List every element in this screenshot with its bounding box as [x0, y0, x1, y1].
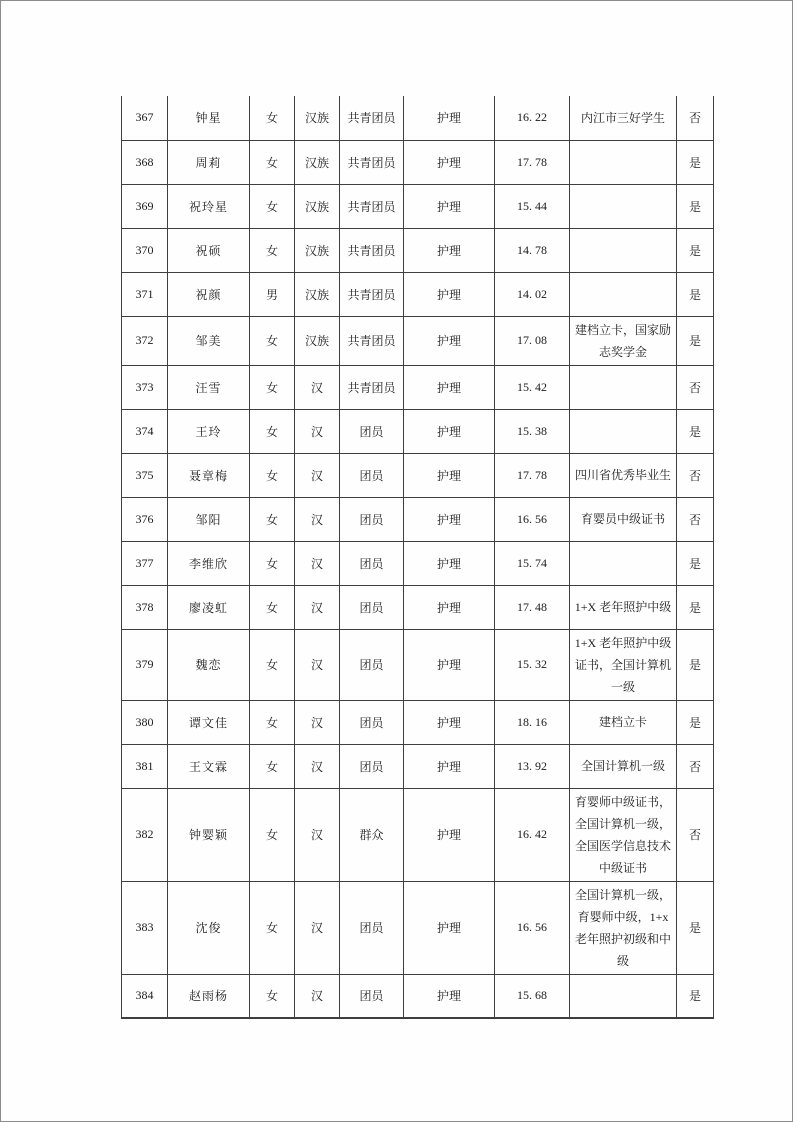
table-row	[122, 365, 714, 409]
cell-flag: 是	[677, 409, 714, 453]
cell-name: 汪雪	[168, 365, 250, 409]
cell-remark: 1+X 老年照护中级	[570, 585, 677, 629]
cell-political: 团员	[340, 881, 404, 974]
cell-major: 护理	[404, 96, 495, 140]
cell-political: 共青团员	[340, 365, 404, 409]
cell-remark	[570, 409, 677, 453]
cell-major: 护理	[404, 788, 495, 881]
cell-ethnicity: 汉	[295, 541, 340, 585]
table-row	[122, 272, 714, 316]
cell-flag: 是	[677, 585, 714, 629]
cell-remark	[570, 228, 677, 272]
table-row	[122, 316, 714, 365]
cell-major: 护理	[404, 409, 495, 453]
table-row	[122, 409, 714, 453]
cell-ethnicity: 汉	[295, 497, 340, 541]
cell-flag: 是	[677, 541, 714, 585]
cell-no: 374	[122, 409, 168, 453]
cell-flag: 是	[677, 228, 714, 272]
cell-no: 378	[122, 585, 168, 629]
table-row	[122, 184, 714, 228]
cell-name: 祝颜	[168, 272, 250, 316]
cell-name: 谭文佳	[168, 700, 250, 744]
cell-political: 团员	[340, 585, 404, 629]
cell-score: 16. 22	[495, 96, 570, 140]
cell-no: 371	[122, 272, 168, 316]
cell-name: 钟星	[168, 96, 250, 140]
cell-ethnicity: 汉族	[295, 316, 340, 365]
cell-remark	[570, 541, 677, 585]
cell-no: 381	[122, 744, 168, 788]
cell-gender: 女	[250, 788, 295, 881]
cell-remark: 全国计算机一级，育婴师中级，1+x 老年照护初级和中级	[570, 881, 677, 974]
cell-no: 379	[122, 629, 168, 700]
cell-remark: 1+X 老年照护中级证书，全国计算机一级	[570, 629, 677, 700]
cell-no: 373	[122, 365, 168, 409]
cell-no: 372	[122, 316, 168, 365]
cell-political: 共青团员	[340, 184, 404, 228]
cell-score: 15. 42	[495, 365, 570, 409]
cell-name: 祝硕	[168, 228, 250, 272]
cell-political: 团员	[340, 409, 404, 453]
cell-gender: 女	[250, 96, 295, 140]
cell-flag: 是	[677, 184, 714, 228]
cell-flag: 是	[677, 140, 714, 184]
cell-major: 护理	[404, 881, 495, 974]
cell-flag: 是	[677, 700, 714, 744]
cell-no: 384	[122, 974, 168, 1018]
cell-gender: 女	[250, 453, 295, 497]
table-row	[122, 228, 714, 272]
cell-score: 14. 78	[495, 228, 570, 272]
cell-political: 团员	[340, 453, 404, 497]
roster-body	[122, 96, 714, 1018]
cell-name: 祝玲星	[168, 184, 250, 228]
cell-major: 护理	[404, 629, 495, 700]
cell-ethnicity: 汉	[295, 629, 340, 700]
cell-ethnicity: 汉	[295, 700, 340, 744]
cell-major: 护理	[404, 744, 495, 788]
table-row	[122, 629, 714, 700]
cell-no: 369	[122, 184, 168, 228]
cell-remark	[570, 272, 677, 316]
table-row	[122, 140, 714, 184]
cell-gender: 女	[250, 744, 295, 788]
cell-ethnicity: 汉	[295, 453, 340, 497]
cell-political: 共青团员	[340, 96, 404, 140]
cell-remark: 四川省优秀毕业生	[570, 453, 677, 497]
cell-name: 钟婴颖	[168, 788, 250, 881]
cell-gender: 男	[250, 272, 295, 316]
cell-name: 廖凌虹	[168, 585, 250, 629]
cell-ethnicity: 汉	[295, 788, 340, 881]
cell-flag: 是	[677, 629, 714, 700]
cell-score: 15. 32	[495, 629, 570, 700]
cell-name: 魏恋	[168, 629, 250, 700]
cell-gender: 女	[250, 228, 295, 272]
cell-ethnicity: 汉族	[295, 96, 340, 140]
cell-no: 376	[122, 497, 168, 541]
cell-score: 16. 56	[495, 881, 570, 974]
table-row	[122, 700, 714, 744]
cell-gender: 女	[250, 140, 295, 184]
cell-no: 370	[122, 228, 168, 272]
cell-score: 14. 02	[495, 272, 570, 316]
cell-score: 18. 16	[495, 700, 570, 744]
cell-name: 王文霖	[168, 744, 250, 788]
cell-flag: 是	[677, 881, 714, 974]
table-row	[122, 541, 714, 585]
cell-score: 17. 08	[495, 316, 570, 365]
table-row	[122, 497, 714, 541]
cell-major: 护理	[404, 365, 495, 409]
cell-gender: 女	[250, 409, 295, 453]
cell-name: 赵雨杨	[168, 974, 250, 1018]
cell-no: 377	[122, 541, 168, 585]
table-row	[122, 585, 714, 629]
cell-major: 护理	[404, 974, 495, 1018]
cell-no: 380	[122, 700, 168, 744]
cell-name: 王玲	[168, 409, 250, 453]
cell-name: 李维欣	[168, 541, 250, 585]
cell-gender: 女	[250, 974, 295, 1018]
cell-no: 367	[122, 96, 168, 140]
cell-score: 15. 44	[495, 184, 570, 228]
cell-remark: 建档立卡	[570, 700, 677, 744]
cell-flag: 否	[677, 497, 714, 541]
cell-flag: 否	[677, 365, 714, 409]
cell-remark: 建档立卡，国家励志奖学金	[570, 316, 677, 365]
cell-score: 15. 38	[495, 409, 570, 453]
student-roster-table	[121, 96, 714, 1019]
cell-gender: 女	[250, 365, 295, 409]
cell-gender: 女	[250, 700, 295, 744]
cell-ethnicity: 汉族	[295, 140, 340, 184]
cell-political: 团员	[340, 974, 404, 1018]
cell-flag: 否	[677, 744, 714, 788]
cell-flag: 否	[677, 788, 714, 881]
cell-ethnicity: 汉族	[295, 184, 340, 228]
cell-remark	[570, 140, 677, 184]
cell-no: 375	[122, 453, 168, 497]
cell-gender: 女	[250, 541, 295, 585]
cell-ethnicity: 汉	[295, 365, 340, 409]
cell-political: 团员	[340, 541, 404, 585]
cell-flag: 是	[677, 316, 714, 365]
cell-political: 共青团员	[340, 272, 404, 316]
cell-name: 邹阳	[168, 497, 250, 541]
cell-major: 护理	[404, 453, 495, 497]
cell-flag: 否	[677, 96, 714, 140]
cell-gender: 女	[250, 497, 295, 541]
table-row	[122, 881, 714, 974]
cell-remark: 全国计算机一级	[570, 744, 677, 788]
cell-ethnicity: 汉	[295, 881, 340, 974]
cell-no: 368	[122, 140, 168, 184]
cell-ethnicity: 汉	[295, 744, 340, 788]
cell-major: 护理	[404, 497, 495, 541]
cell-name: 聂章梅	[168, 453, 250, 497]
cell-name: 沈俊	[168, 881, 250, 974]
cell-major: 护理	[404, 585, 495, 629]
cell-flag: 是	[677, 974, 714, 1018]
table-row	[122, 788, 714, 881]
cell-gender: 女	[250, 881, 295, 974]
cell-political: 共青团员	[340, 140, 404, 184]
cell-political: 团员	[340, 700, 404, 744]
cell-gender: 女	[250, 184, 295, 228]
cell-major: 护理	[404, 184, 495, 228]
cell-remark: 内江市三好学生	[570, 96, 677, 140]
cell-remark	[570, 184, 677, 228]
cell-major: 护理	[404, 316, 495, 365]
cell-remark	[570, 974, 677, 1018]
cell-score: 16. 56	[495, 497, 570, 541]
cell-political: 团员	[340, 744, 404, 788]
cell-name: 邹美	[168, 316, 250, 365]
cell-ethnicity: 汉	[295, 974, 340, 1018]
cell-gender: 女	[250, 629, 295, 700]
cell-score: 16. 42	[495, 788, 570, 881]
cell-ethnicity: 汉族	[295, 228, 340, 272]
cell-gender: 女	[250, 316, 295, 365]
cell-no: 382	[122, 788, 168, 881]
cell-score: 17. 78	[495, 453, 570, 497]
cell-major: 护理	[404, 140, 495, 184]
cell-score: 17. 48	[495, 585, 570, 629]
cell-ethnicity: 汉族	[295, 272, 340, 316]
cell-gender: 女	[250, 585, 295, 629]
cell-remark: 育婴师中级证书，全国计算机一级，全国医学信息技术中级证书	[570, 788, 677, 881]
cell-score: 15. 74	[495, 541, 570, 585]
table-row	[122, 96, 714, 140]
cell-political: 团员	[340, 497, 404, 541]
cell-major: 护理	[404, 272, 495, 316]
cell-remark	[570, 365, 677, 409]
cell-flag: 否	[677, 453, 714, 497]
cell-remark: 育婴员中级证书	[570, 497, 677, 541]
cell-flag: 是	[677, 272, 714, 316]
table-row	[122, 453, 714, 497]
cell-political: 群众	[340, 788, 404, 881]
table-row	[122, 744, 714, 788]
cell-no: 383	[122, 881, 168, 974]
cell-name: 周莉	[168, 140, 250, 184]
cell-major: 护理	[404, 541, 495, 585]
cell-political: 共青团员	[340, 228, 404, 272]
cell-score: 17. 78	[495, 140, 570, 184]
cell-ethnicity: 汉	[295, 409, 340, 453]
cell-ethnicity: 汉	[295, 585, 340, 629]
cell-major: 护理	[404, 228, 495, 272]
cell-political: 团员	[340, 629, 404, 700]
table-row	[122, 974, 714, 1018]
cell-political: 共青团员	[340, 316, 404, 365]
cell-score: 13. 92	[495, 744, 570, 788]
cell-score: 15. 68	[495, 974, 570, 1018]
cell-major: 护理	[404, 700, 495, 744]
